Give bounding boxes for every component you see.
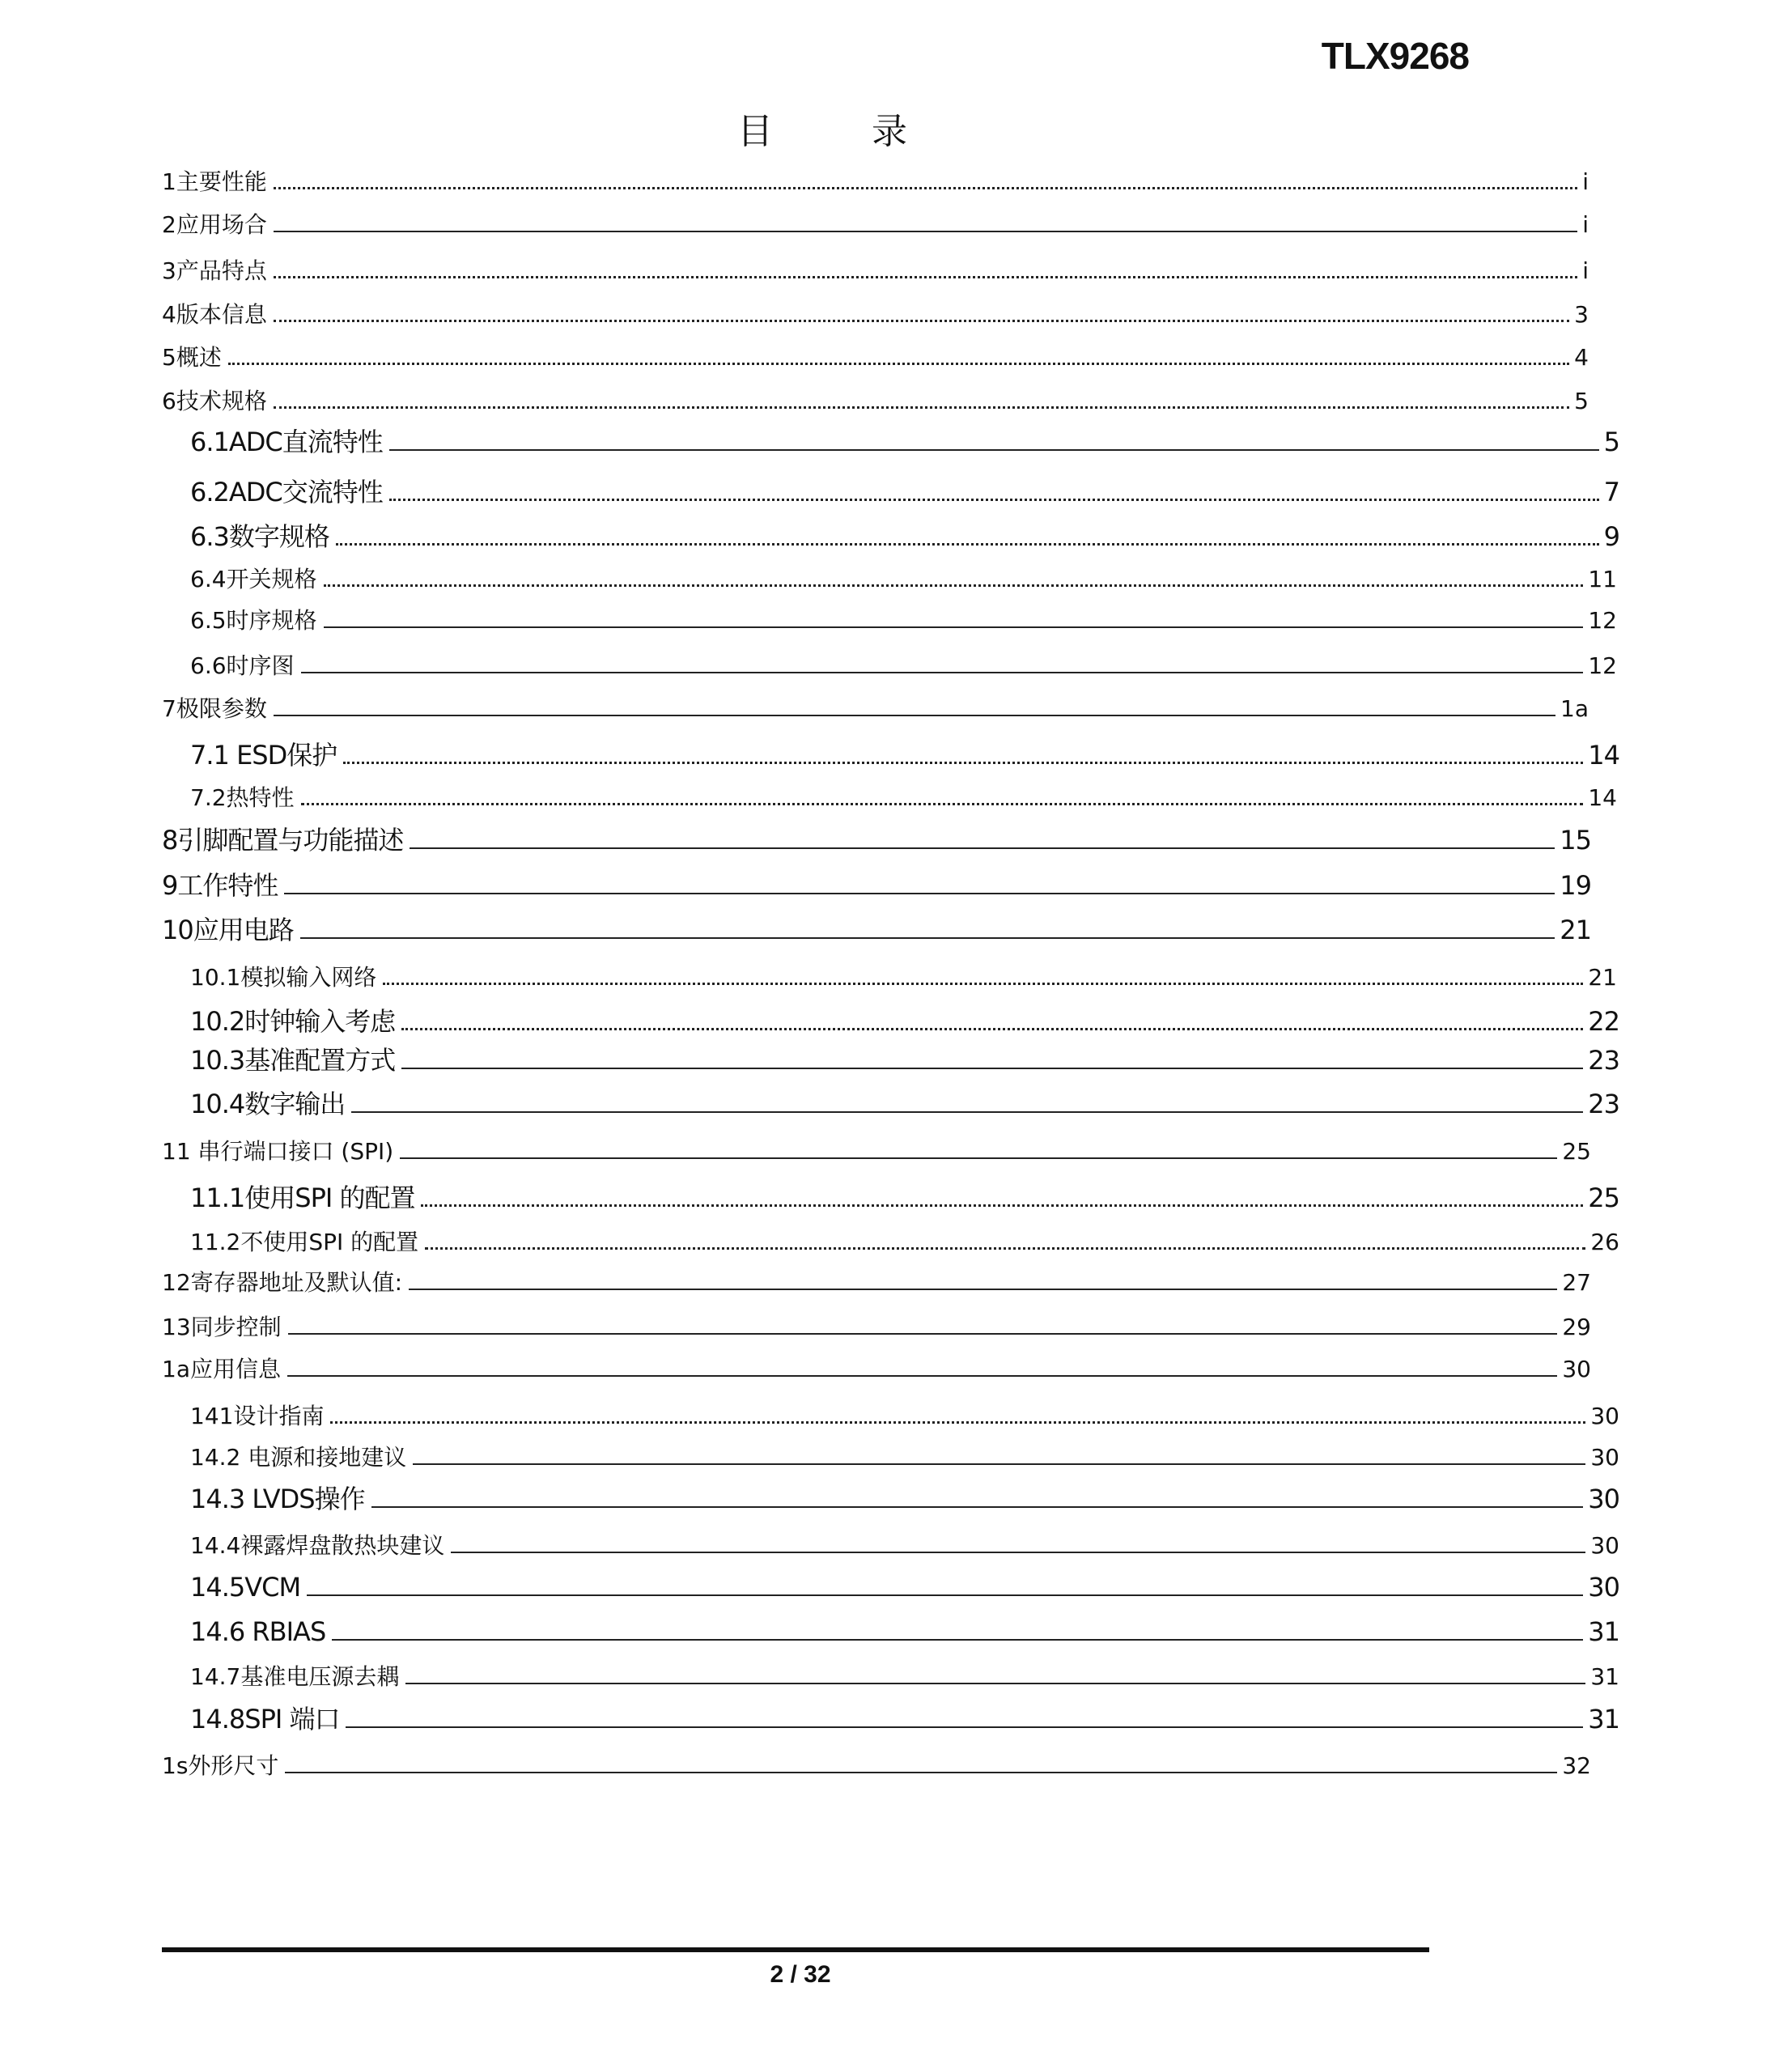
toc-entry[interactable] xyxy=(0,291,1763,326)
toc-entry-title: 1s外形尺寸 xyxy=(162,1752,279,1779)
toc-leader xyxy=(228,363,1569,365)
toc-entry-page: 27 xyxy=(1562,1269,1591,1296)
toc-entry[interactable] xyxy=(0,1345,1763,1381)
toc-entry[interactable] xyxy=(0,1175,1791,1211)
toc-entry[interactable] xyxy=(0,1392,1791,1428)
toc-entry-title: 10.4数字输出 xyxy=(190,1089,346,1119)
toc-leader xyxy=(324,626,1584,628)
toc-leader xyxy=(307,1594,1583,1596)
toc-entry-title: 14.7基准电压源去耦 xyxy=(190,1663,400,1690)
toc-entry-page: 23 xyxy=(1588,1089,1619,1119)
toc-entry-page: 25 xyxy=(1562,1138,1591,1165)
toc-entry[interactable] xyxy=(0,732,1791,771)
toc-entry[interactable] xyxy=(0,817,1763,856)
toc-entry[interactable] xyxy=(0,597,1791,632)
toc-entry-title: 7.2热特性 xyxy=(190,784,295,811)
toc-leader xyxy=(301,803,1584,805)
toc-leader xyxy=(371,1506,1584,1508)
toc-leader xyxy=(410,847,1555,849)
toc-entry-page: 1a xyxy=(1560,695,1589,722)
toc-entry[interactable] xyxy=(0,685,1763,720)
toc-leader xyxy=(389,499,1599,501)
toc-entry-title: 12寄存器地址及默认值: xyxy=(162,1269,403,1296)
toc-entry-page: 21 xyxy=(1560,915,1591,945)
toc-entry-title: 10.2时钟输入考虑 xyxy=(190,1006,396,1037)
toc-leader xyxy=(284,893,1555,894)
toc-leader xyxy=(330,1421,1585,1424)
toc-entry-title: 10.1模拟输入网络 xyxy=(190,964,377,991)
toc-entry-page: 5 xyxy=(1574,388,1589,414)
toc-entry-page: i xyxy=(1582,168,1589,195)
toc-leader xyxy=(383,983,1583,985)
toc-entry-title: 2应用场合 xyxy=(162,211,267,238)
toc-entry-title: 10.3基准配置方式 xyxy=(190,1045,396,1076)
toc-entry[interactable] xyxy=(0,1696,1791,1732)
toc-entry-title: 11.1使用SPI 的配置 xyxy=(190,1182,415,1213)
toc-leader xyxy=(274,320,1569,322)
toc-entry-title: 9工作特性 xyxy=(162,870,278,901)
toc-entry-title: 3产品特点 xyxy=(162,257,267,284)
toc-entry-page: i xyxy=(1582,257,1589,284)
toc-entry-page: 30 xyxy=(1562,1356,1591,1382)
toc-leader xyxy=(287,1375,1557,1377)
toc-entry-title: 14.5VCM xyxy=(190,1572,301,1603)
toc-entry[interactable] xyxy=(0,333,1763,369)
toc-entry-page: 23 xyxy=(1588,1045,1619,1076)
toc-entry-page: 12 xyxy=(1588,652,1617,679)
toc-leader xyxy=(346,1726,1583,1728)
toc-entry-page: 14 xyxy=(1588,784,1617,811)
toc-entry-title: 5概述 xyxy=(162,344,222,371)
toc-entry-page: 30 xyxy=(1588,1484,1619,1514)
toc-entry[interactable] xyxy=(0,1303,1763,1339)
toc-entry-title: 6.4开关规格 xyxy=(190,566,317,592)
toc-leader xyxy=(274,231,1577,232)
toc-entry[interactable] xyxy=(0,201,1763,236)
toc-leader xyxy=(401,1068,1583,1069)
toc-entry-page: 32 xyxy=(1562,1752,1591,1779)
toc-entry-page: 31 xyxy=(1588,1616,1619,1647)
toc-entry[interactable] xyxy=(0,419,1791,455)
toc-entry-title: 6.5时序规格 xyxy=(190,607,317,634)
toc-entry[interactable] xyxy=(0,1522,1791,1557)
toc-entry-page: 19 xyxy=(1560,870,1591,901)
toc-entry-page: 9 xyxy=(1603,521,1619,552)
toc-leader xyxy=(451,1552,1585,1553)
toc-entry-title: 14.2 电源和接地建议 xyxy=(190,1444,407,1471)
toc-leader xyxy=(413,1463,1585,1465)
toc-entry[interactable] xyxy=(0,642,1791,677)
toc-entry[interactable] xyxy=(0,1218,1791,1254)
toc-entry-page: 31 xyxy=(1588,1704,1619,1734)
toc-entry[interactable] xyxy=(0,469,1791,505)
toc-title: 目 录 xyxy=(737,111,951,152)
toc-entry[interactable] xyxy=(0,1742,1763,1777)
toc-leader xyxy=(301,672,1584,673)
toc-entry-title: 4版本信息 xyxy=(162,301,267,328)
footer-rule xyxy=(162,1947,1429,1952)
toc-entry-title: 11.2不使用SPI 的配置 xyxy=(190,1229,419,1255)
toc-leader xyxy=(324,584,1584,587)
toc-entry-page: 12 xyxy=(1588,607,1617,634)
toc-entry[interactable] xyxy=(0,1565,1791,1603)
toc-entry[interactable] xyxy=(0,1476,1791,1512)
toc-leader xyxy=(421,1204,1583,1207)
toc-entry-title: 14.3 LVDS操作 xyxy=(190,1484,365,1514)
toc-entry-page: 14 xyxy=(1588,740,1619,771)
toc-entry-page: 7 xyxy=(1603,477,1619,507)
toc-entry-title: 8引脚配置与功能描述 xyxy=(162,825,404,856)
toc-leader xyxy=(401,1028,1583,1030)
toc-leader xyxy=(300,937,1555,939)
toc-entry-title: 7极限参数 xyxy=(162,695,267,722)
toc-entry-title: 6.1ADC直流特性 xyxy=(190,427,383,457)
toc-entry-page: 22 xyxy=(1588,1006,1619,1037)
toc-leader xyxy=(274,276,1577,278)
toc-entry-title: 13同步控制 xyxy=(162,1314,282,1340)
toc-leader xyxy=(343,762,1583,764)
toc-entry-page: 5 xyxy=(1603,427,1619,457)
toc-leader xyxy=(288,1333,1558,1335)
toc-entry[interactable] xyxy=(0,1259,1763,1294)
toc-entry-title: 1主要性能 xyxy=(162,168,267,195)
toc-entry[interactable] xyxy=(0,1433,1791,1469)
toc-entry[interactable] xyxy=(0,555,1791,591)
toc-entry-title: 7.1 ESD保护 xyxy=(190,740,337,771)
toc-entry[interactable] xyxy=(0,1038,1791,1076)
toc-entry-page: 21 xyxy=(1588,964,1617,991)
toc-leader xyxy=(409,1289,1557,1290)
toc-entry-title: 14.8SPI 端口 xyxy=(190,1704,340,1734)
page-number: 2 / 32 xyxy=(770,1961,831,1988)
toc-entry[interactable] xyxy=(0,774,1791,809)
toc-entry-page: 31 xyxy=(1590,1663,1619,1690)
toc-entry-page: 29 xyxy=(1562,1314,1591,1340)
toc-entry[interactable] xyxy=(0,377,1763,413)
toc-entry[interactable] xyxy=(0,514,1791,550)
toc-leader xyxy=(389,449,1599,451)
toc-leader xyxy=(274,715,1555,716)
toc-entry-title: 141设计指南 xyxy=(190,1403,325,1429)
toc-entry[interactable] xyxy=(0,1609,1791,1645)
toc-entry-page: 11 xyxy=(1588,566,1617,592)
toc-leader xyxy=(400,1157,1557,1159)
toc-entry-page: 30 xyxy=(1590,1403,1619,1429)
toc-leader xyxy=(405,1683,1585,1684)
toc-entry-title: 10应用电路 xyxy=(162,915,294,945)
toc-entry[interactable] xyxy=(0,158,1763,193)
toc-entry-page: 30 xyxy=(1590,1532,1619,1559)
document-id: TLX9268 xyxy=(1321,35,1469,77)
toc-leader xyxy=(336,543,1599,546)
toc-entry-title: 6.3数字规格 xyxy=(190,521,329,552)
toc-leader xyxy=(425,1247,1585,1250)
toc-entry-title: 1a应用信息 xyxy=(162,1356,281,1382)
toc-entry-page: 3 xyxy=(1574,301,1589,328)
toc-leader xyxy=(285,1772,1557,1773)
toc-entry-page: 4 xyxy=(1574,344,1589,371)
toc-entry[interactable] xyxy=(0,1127,1763,1163)
toc-entry-page: i xyxy=(1582,211,1589,238)
toc-entry-page: 26 xyxy=(1590,1229,1619,1255)
toc-entry[interactable] xyxy=(0,907,1763,943)
toc-entry-title: 6.6时序图 xyxy=(190,652,295,679)
toc-entry-page: 30 xyxy=(1588,1572,1619,1603)
toc-entry-title: 14.6 RBIAS xyxy=(190,1616,326,1647)
toc-entry-title: 11 串行端口接口 (SPI) xyxy=(162,1138,394,1165)
toc-entry-title: 14.4裸露焊盘散热块建议 xyxy=(190,1532,445,1559)
toc-leader xyxy=(351,1111,1583,1113)
toc-entry[interactable] xyxy=(0,863,1763,901)
toc-leader xyxy=(274,187,1577,189)
toc-entry-title: 6.2ADC交流特性 xyxy=(190,477,383,507)
toc-leader xyxy=(332,1639,1583,1641)
toc-entry[interactable] xyxy=(0,953,1791,989)
toc-entry-page: 15 xyxy=(1560,825,1591,856)
toc-entry-page: 25 xyxy=(1588,1182,1619,1213)
toc-leader xyxy=(274,406,1569,409)
toc-entry[interactable] xyxy=(0,247,1763,282)
toc-entry[interactable] xyxy=(0,1653,1791,1688)
toc-entry[interactable] xyxy=(0,1081,1791,1117)
toc-entry-page: 30 xyxy=(1590,1444,1619,1471)
toc-entry[interactable] xyxy=(0,999,1791,1037)
toc-entry-title: 6技术规格 xyxy=(162,388,267,414)
